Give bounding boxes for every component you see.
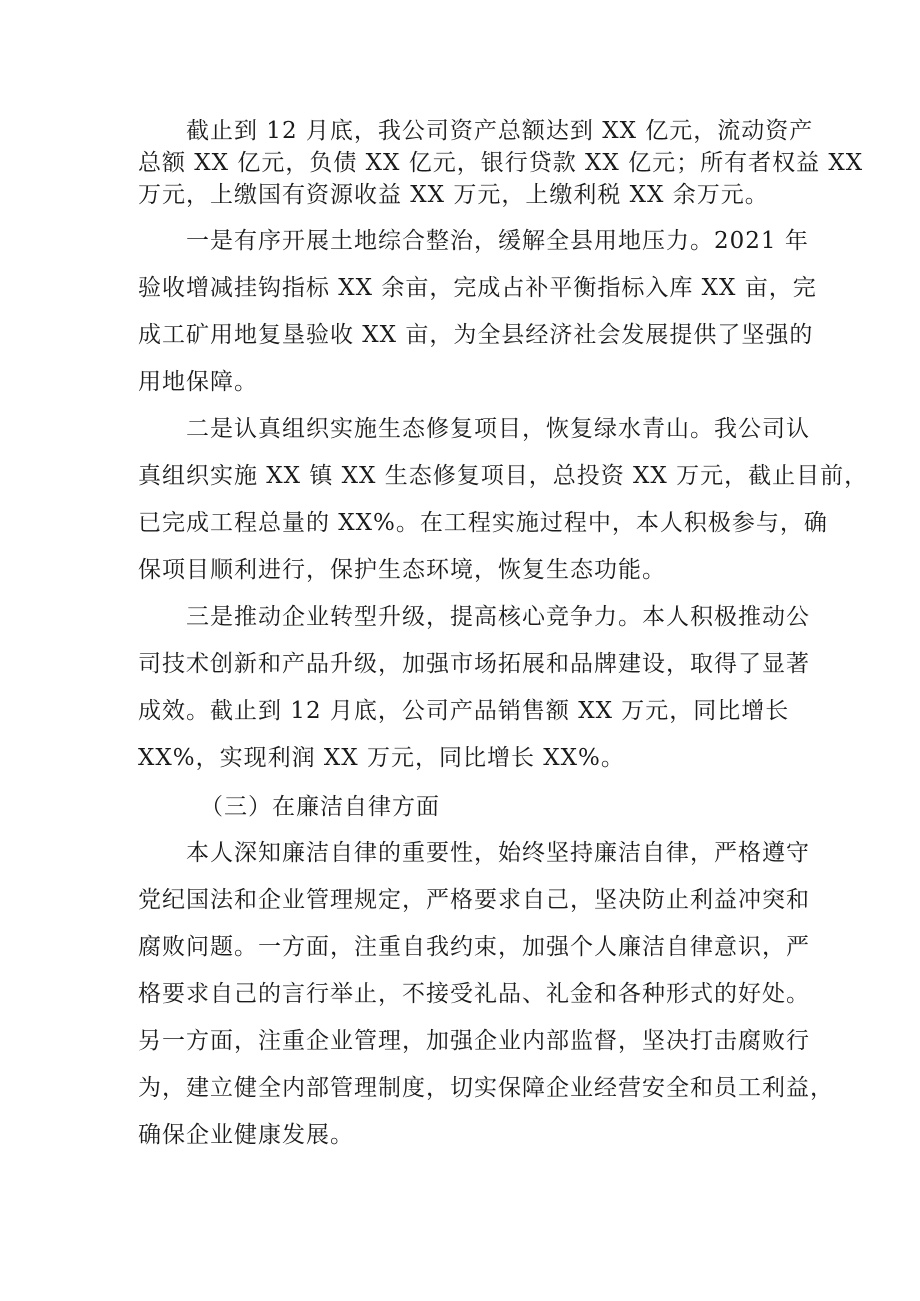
paragraph-line: 另一方面，注重企业管理，加强企业内部监督，坚决打击腐败行 (138, 1028, 810, 1054)
section-heading: （三）在廉洁自律方面 (200, 794, 440, 820)
paragraph-line: 万元，上缴国有资源收益 XX 万元，上缴利税 XX 余万元。 (138, 182, 769, 208)
paragraph-line: 三是推动企业转型升级，提高核心竞争力。本人积极推动公 (186, 604, 810, 630)
paragraph-line: XX%，实现利润 XX 万元，同比增长 XX%。 (138, 745, 625, 771)
paragraph-line: 用地保障。 (138, 369, 258, 395)
paragraph-line: 总额 XX 亿元，负债 XX 亿元，银行贷款 XX 亿元；所有者权益 XX (138, 150, 864, 176)
paragraph-line: 确保企业健康发展。 (138, 1122, 354, 1148)
paragraph-line: 验收增减挂钩指标 XX 余亩，完成占补平衡指标入库 XX 亩，完 (138, 275, 817, 301)
paragraph-line: 保项目顺利进行，保护生态环境，恢复生态功能。 (138, 557, 666, 583)
paragraph-line: 成工矿用地复垦验收 XX 亩，为全县经济社会发展提供了坚强的 (138, 322, 814, 348)
paragraph-line: 党纪国法和企业管理规定，严格要求自己，坚决防止利益冲突和 (138, 887, 810, 913)
paragraph-line: 二是认真组织实施生态修复项目，恢复绿水青山。我公司认 (186, 416, 810, 442)
paragraph-line: 本人深知廉洁自律的重要性，始终坚持廉洁自律，严格遵守 (186, 840, 810, 866)
paragraph-line: 为，建立健全内部管理制度，切实保障企业经营安全和员工利益， (138, 1075, 834, 1101)
paragraph-line: 一是有序开展土地综合整治，缓解全县用地压力。2021 年 (186, 228, 809, 254)
paragraph-line: 司技术创新和产品升级，加强市场拓展和品牌建设，取得了显著 (138, 651, 810, 677)
paragraph-line: 腐败问题。一方面，注重自我约束，加强个人廉洁自律意识，严 (138, 934, 810, 960)
paragraph-line: 已完成工程总量的 XX%。在工程实施过程中，本人积极参与，确 (138, 510, 828, 536)
paragraph-line: 成效。截止到 12 月底，公司产品销售额 XX 万元，同比增长 (138, 698, 790, 724)
paragraph-line: 真组织实施 XX 镇 XX 生态修复项目，总投资 XX 万元，截止目前， (138, 463, 869, 489)
paragraph-line: 截止到 12 月底，我公司资产总额达到 XX 亿元，流动资产 (186, 118, 814, 144)
paragraph-line: 格要求自己的言行举止，不接受礼品、礼金和各种形式的好处。 (138, 981, 810, 1007)
